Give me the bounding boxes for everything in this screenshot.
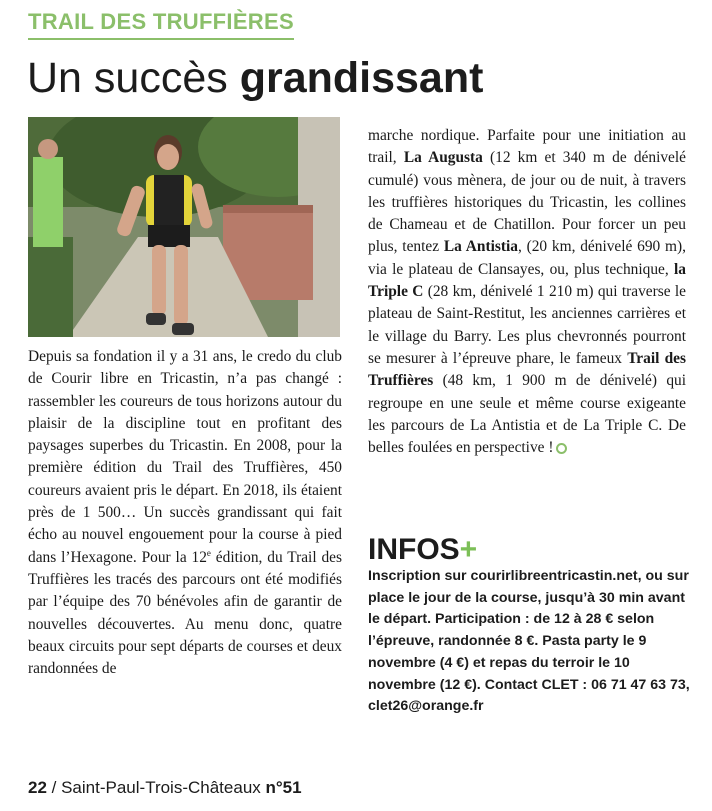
race-la-antistia: La Antistia (443, 238, 518, 256)
plus-icon: + (459, 533, 478, 566)
article-body-left (28, 346, 342, 680)
race-triple-c: la Triple C (368, 260, 686, 301)
race-la-augusta: La Augusta (403, 149, 483, 167)
headline-light: Un succès (27, 54, 240, 102)
article-body-right (368, 125, 686, 459)
body-paragraph-1: Depuis sa fondation il y a 31 ans, le credo du club de Courir libre en Tricastin, n’a pas changé : rassembler les coureurs de tous horizons autour du plaisir de la discipline tout en profitant des paysages superbes du Tricastin. En 2008, pour la première édition du Trail des Truffières, 450 coureurs avaient pris le départ. En 2018, ils étaient près de 1 500… Un succès grandissant qui fait écho au nouvel engouement pour la course à pied dans l’Hexagone. Pour la 12e édition, du Trail des Truffières les tracés des parcours ont été modifiés par l’équipe des 70 bénévoles afin de garantir de nouvelles découvertes. Au menu donc, quatre beaux circuits pour sept départs de courses et deux randonnées de (28, 348, 342, 678)
trail-runner-photo (28, 117, 340, 337)
publication-name: Saint-Paul-Trois-Châteaux (61, 778, 266, 797)
section-kicker: TRAIL DES TRUFFIÈRES (28, 9, 294, 40)
infos-heading: INFOS+ (368, 533, 478, 566)
infos-box-text: Inscription sur courirlibreentricastin.net, ou sur place le jour de la course, jusqu’à 30 min avant le départ. Participation : de 12 à 28 € selon l’épreuve, randonnée 8 €. Pasta party le 9 novembre (4 €) et repas du terroir le 10 novembre (12 €). Contact CLET : 06 71 47 63 73, clet26@orange.fr (368, 568, 690, 715)
runner-illustration (28, 117, 340, 337)
article-headline (27, 52, 483, 104)
headline-bold: grandissant (239, 54, 484, 102)
ordinal-superscript: e (206, 547, 211, 558)
article-end-icon (556, 443, 567, 454)
issue-number: n°51 (265, 778, 302, 797)
race-trail-des-truffieres: Trail des Truffières (368, 349, 686, 390)
body-paragraph-2: marche nordique. Parfaite pour une initiation au trail, La Augusta (12 km et 340 m de dénivelé cumulé) vous mènera, de jour ou de nuit, à travers les truffières historiques du Tricastin, les collines de Chameau et de Chatillon. Pour forcer un peu plus, tentez La Antistia, (20 km, dénivelé 690 m), via le plateau de Clansayes, ou, plus technique, la Triple C (28 km, dénivelé 1 210 m) qui traverse le plateau de Saint-Restitut, les anciennes carrières et le village du Barry. Les plus chevronnés pourront se mesurer à l’épreuve phare, le fameux Trail des Truffières (48 km, 1 900 m de dénivelé) qui regroupe en une seule et même course exigeante les parcours de La Antistia et de La Triple C. De belles foulées en perspective ! (368, 127, 686, 457)
page-footer: 22 / Saint-Paul-Trois-Châteaux n°51 (28, 778, 302, 797)
page-number: 22 (28, 778, 47, 797)
